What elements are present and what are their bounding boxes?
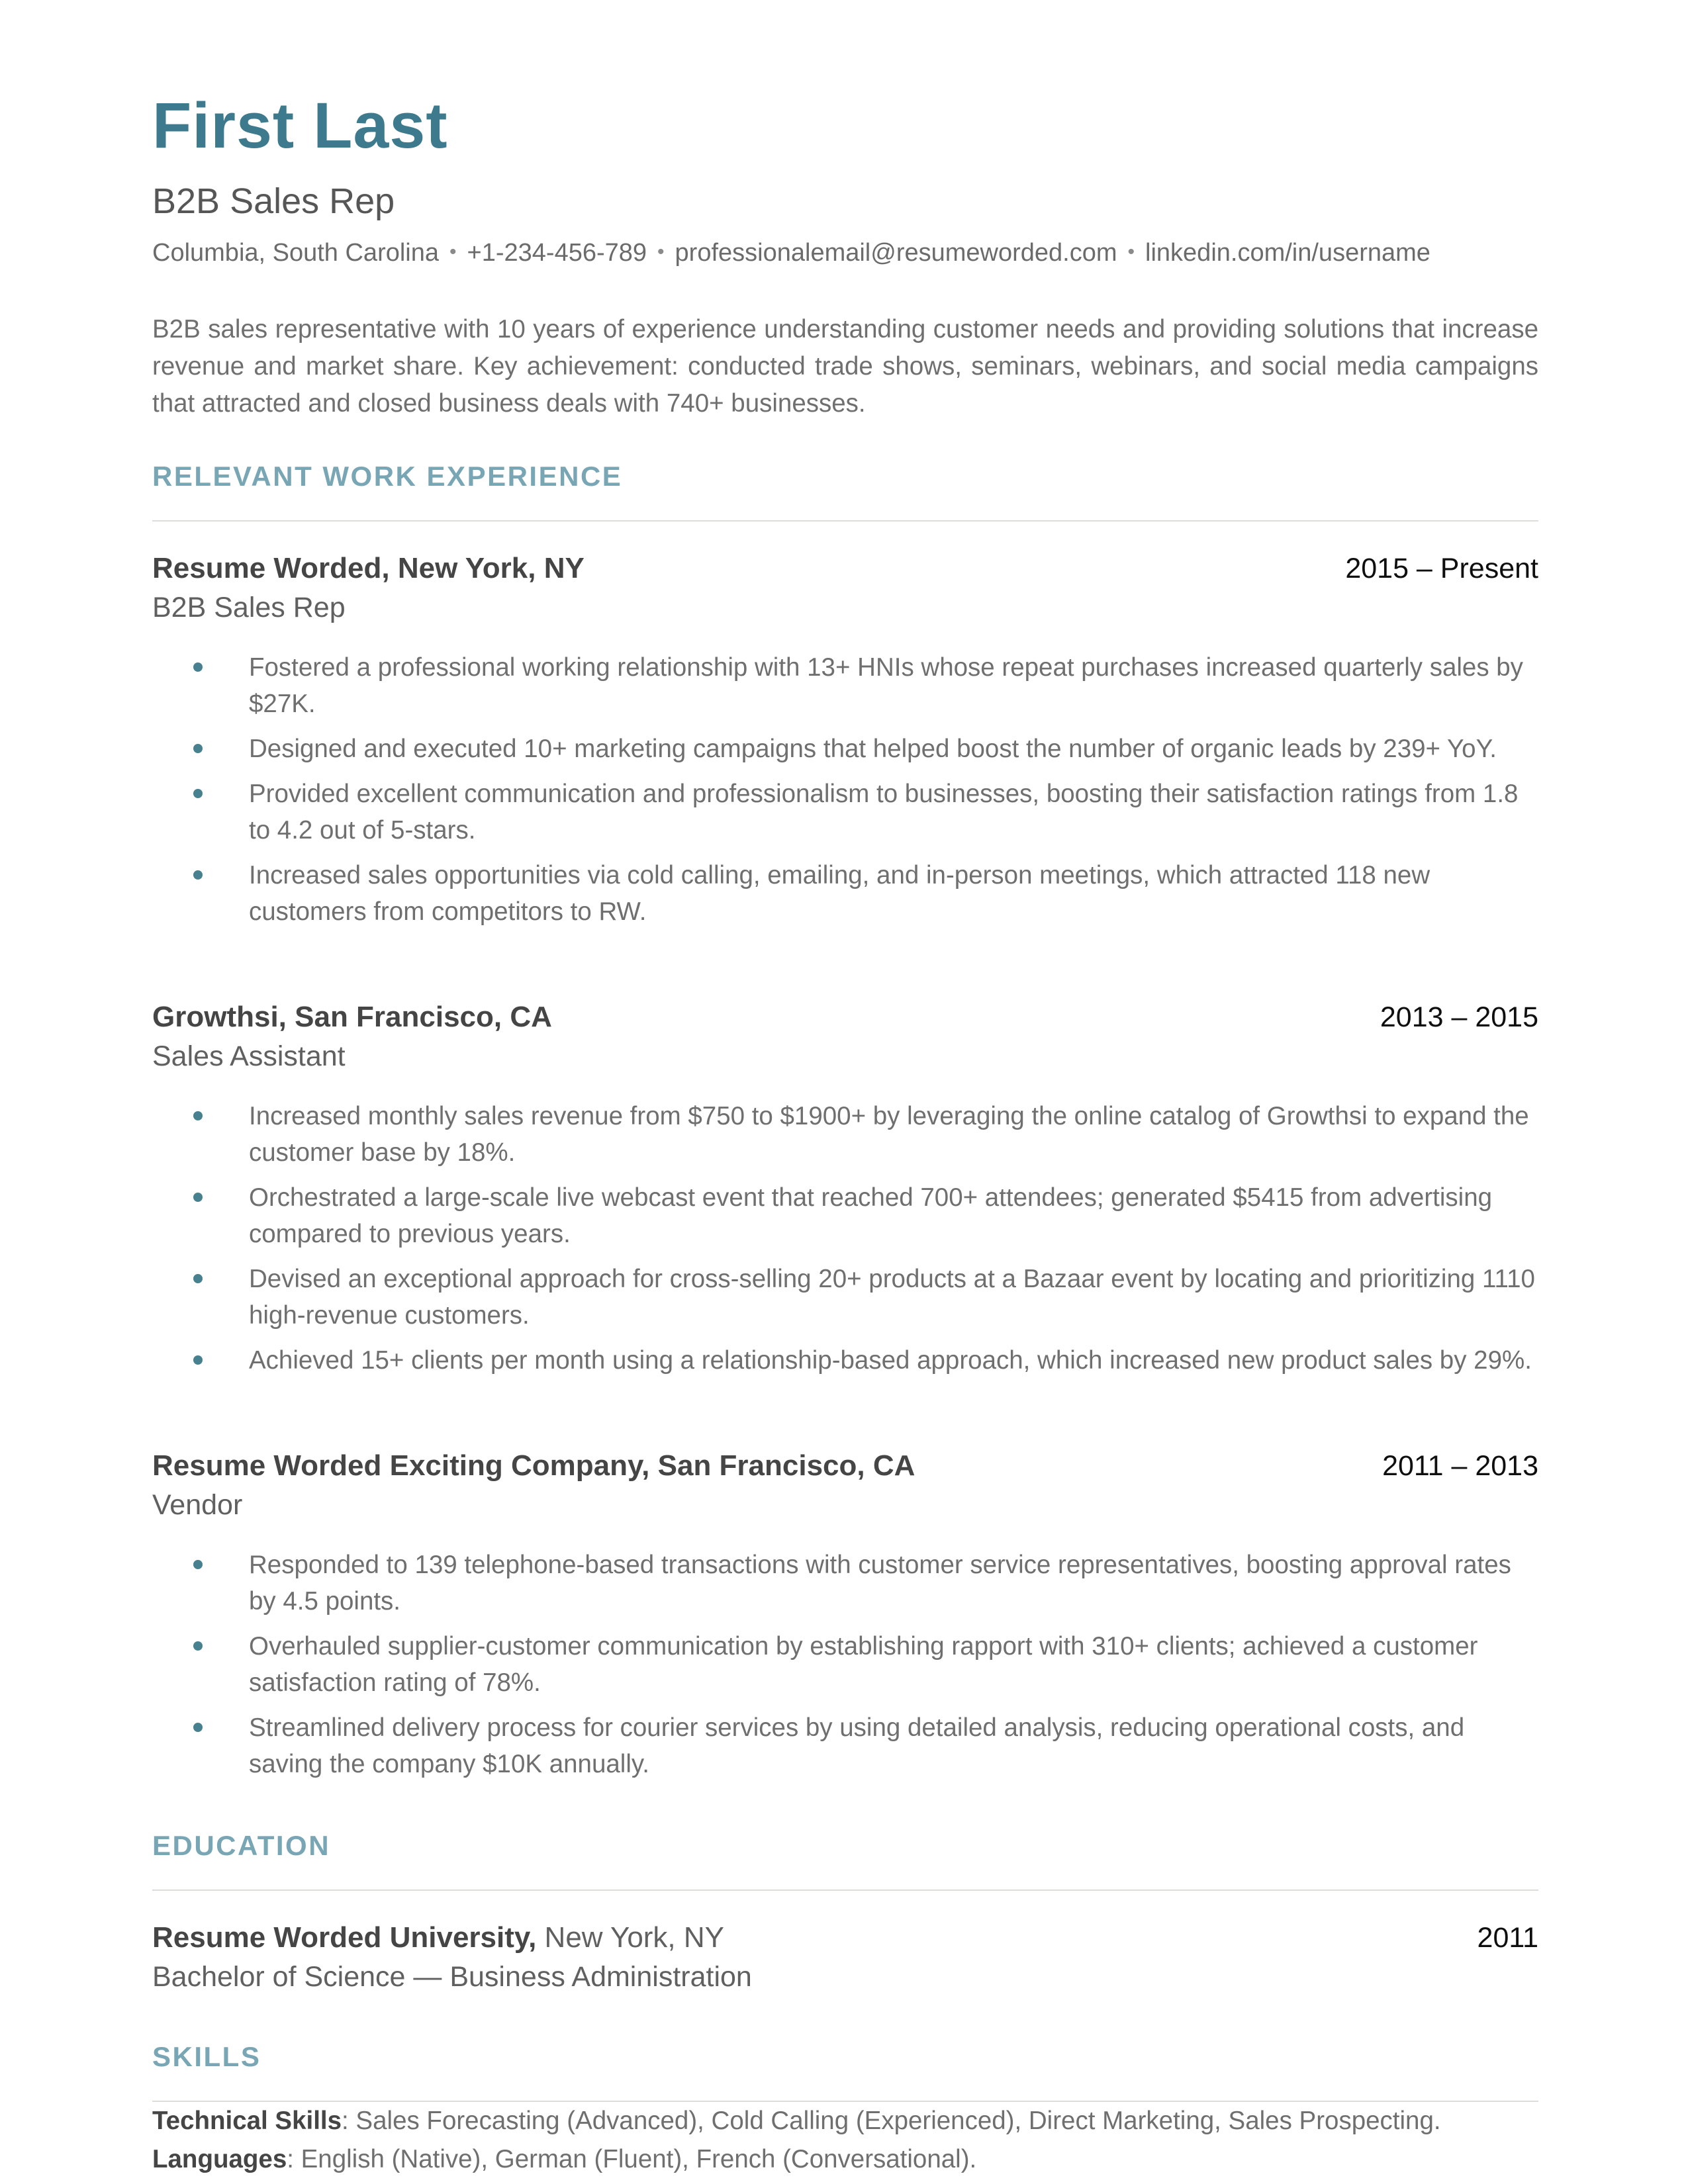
bullet-item: Overhauled supplier-customer communication by establishing rapport with 310+ clients; achieved a customer satisfaction rating of 78%. <box>249 1628 1538 1701</box>
school-name: Resume Worded University, <box>152 1921 537 1954</box>
languages-text: : English (Native), German (Fluent), French (Conversational). <box>287 2144 977 2173</box>
bullet-item: Achieved 15+ clients per month using a relationship-based approach, which increased new product sales by 29%. <box>249 1342 1538 1379</box>
section-rule <box>152 520 1538 522</box>
section-heading-education: EDUCATION <box>152 1829 331 1861</box>
bullet-item: Increased sales opportunities via cold calling, emailing, and in-person meetings, which attracted 118 new customers from competitors to RW. <box>249 857 1538 930</box>
job-entry <box>152 1001 1538 1379</box>
education-entry <box>152 1921 1538 1954</box>
candidate-title: B2B Sales Rep <box>152 181 395 221</box>
job-entry <box>152 1449 1538 1782</box>
job-entry <box>152 552 1538 930</box>
separator-dot: • <box>1127 240 1135 263</box>
section-heading-skills: SKILLS <box>152 2040 261 2072</box>
contact-email: professionalemail@resumeworded.com <box>675 238 1117 267</box>
bullet-list <box>152 1098 1538 1379</box>
education-dates: 2011 <box>1477 1921 1538 1954</box>
company-name: Growthsi, San Francisco, CA <box>152 1000 552 1033</box>
school-location: New York, NY <box>536 1921 725 1954</box>
professional-summary: B2B sales representative with 10 years of experience understanding customer needs and providing solutions that increase revenue and market share. Key achievement: conducted trade shows, seminars, webinars, and social media campaigns that attracted and closed business deals with 740+ businesses. <box>152 314 1538 418</box>
contact-phone: +1-234-456-789 <box>467 238 647 267</box>
separator-dot: • <box>449 240 457 263</box>
bullet-list <box>152 1547 1538 1782</box>
contact-location: Columbia, South Carolina <box>152 238 440 267</box>
separator-dot: • <box>657 240 665 263</box>
job-header <box>152 552 1538 585</box>
bullet-item: Orchestrated a large-scale live webcast event that reached 700+ attendees; generated $5415 from advertising compared to previous years. <box>249 1179 1538 1252</box>
company-name: Resume Worded Exciting Company, San Francisco, CA <box>152 1449 915 1482</box>
job-dates: 2011 – 2013 <box>1382 1449 1538 1482</box>
bullet-list <box>152 649 1538 930</box>
bullet-item: Increased monthly sales revenue from $750 to $1900+ by leveraging the online catalog of Growthsi to expand the customer base by 18%. <box>249 1098 1538 1171</box>
technical-skills-label: Technical Skills <box>152 2106 342 2135</box>
technical-skills-line <box>152 2102 1538 2140</box>
technical-skills-text: : Sales Forecasting (Advanced), Cold Calling (Experienced), Direct Marketing, Sales Prospecting. <box>342 2106 1441 2135</box>
company-name: Resume Worded, New York, NY <box>152 551 585 584</box>
bullet-item: Provided excellent communication and professionalism to businesses, boosting their satisfaction ratings from 1.8 to 4.2 out of 5-stars. <box>249 776 1538 848</box>
job-dates: 2013 – 2015 <box>1380 1001 1538 1033</box>
bullet-item: Streamlined delivery process for courier services by using detailed analysis, reducing operational costs, and saving the company $10K annually. <box>249 1709 1538 1782</box>
job-header <box>152 1449 1538 1482</box>
job-role: Vendor <box>152 1488 243 1521</box>
job-role: B2B Sales Rep <box>152 591 346 623</box>
job-dates: 2015 – Present <box>1345 552 1538 584</box>
contact-line <box>152 239 1538 267</box>
bullet-item: Fostered a professional working relationship with 13+ HNIs whose repeat purchases increased quarterly sales by $27K. <box>249 649 1538 722</box>
bullet-item: Responded to 139 telephone-based transactions with customer service representatives, boosting approval rates by 4.5 points. <box>249 1547 1538 1619</box>
languages-label: Languages <box>152 2144 287 2173</box>
section-rule <box>152 1889 1538 1891</box>
languages-line <box>152 2140 1538 2179</box>
bullet-item: Designed and executed 10+ marketing campaigns that helped boost the number of organic leads by 239+ YoY. <box>249 731 1538 767</box>
candidate-name: First Last <box>152 89 448 161</box>
school-line <box>152 1921 724 1954</box>
contact-linkedin: linkedin.com/in/username <box>1145 238 1430 267</box>
job-role: Sales Assistant <box>152 1040 346 1072</box>
job-header <box>152 1001 1538 1034</box>
bullet-item: Devised an exceptional approach for cross-selling 20+ products at a Bazaar event by locating and prioritizing 1110 high-revenue customers. <box>249 1261 1538 1334</box>
section-heading-experience: RELEVANT WORK EXPERIENCE <box>152 460 623 492</box>
degree: Bachelor of Science — Business Administration <box>152 1960 752 1993</box>
